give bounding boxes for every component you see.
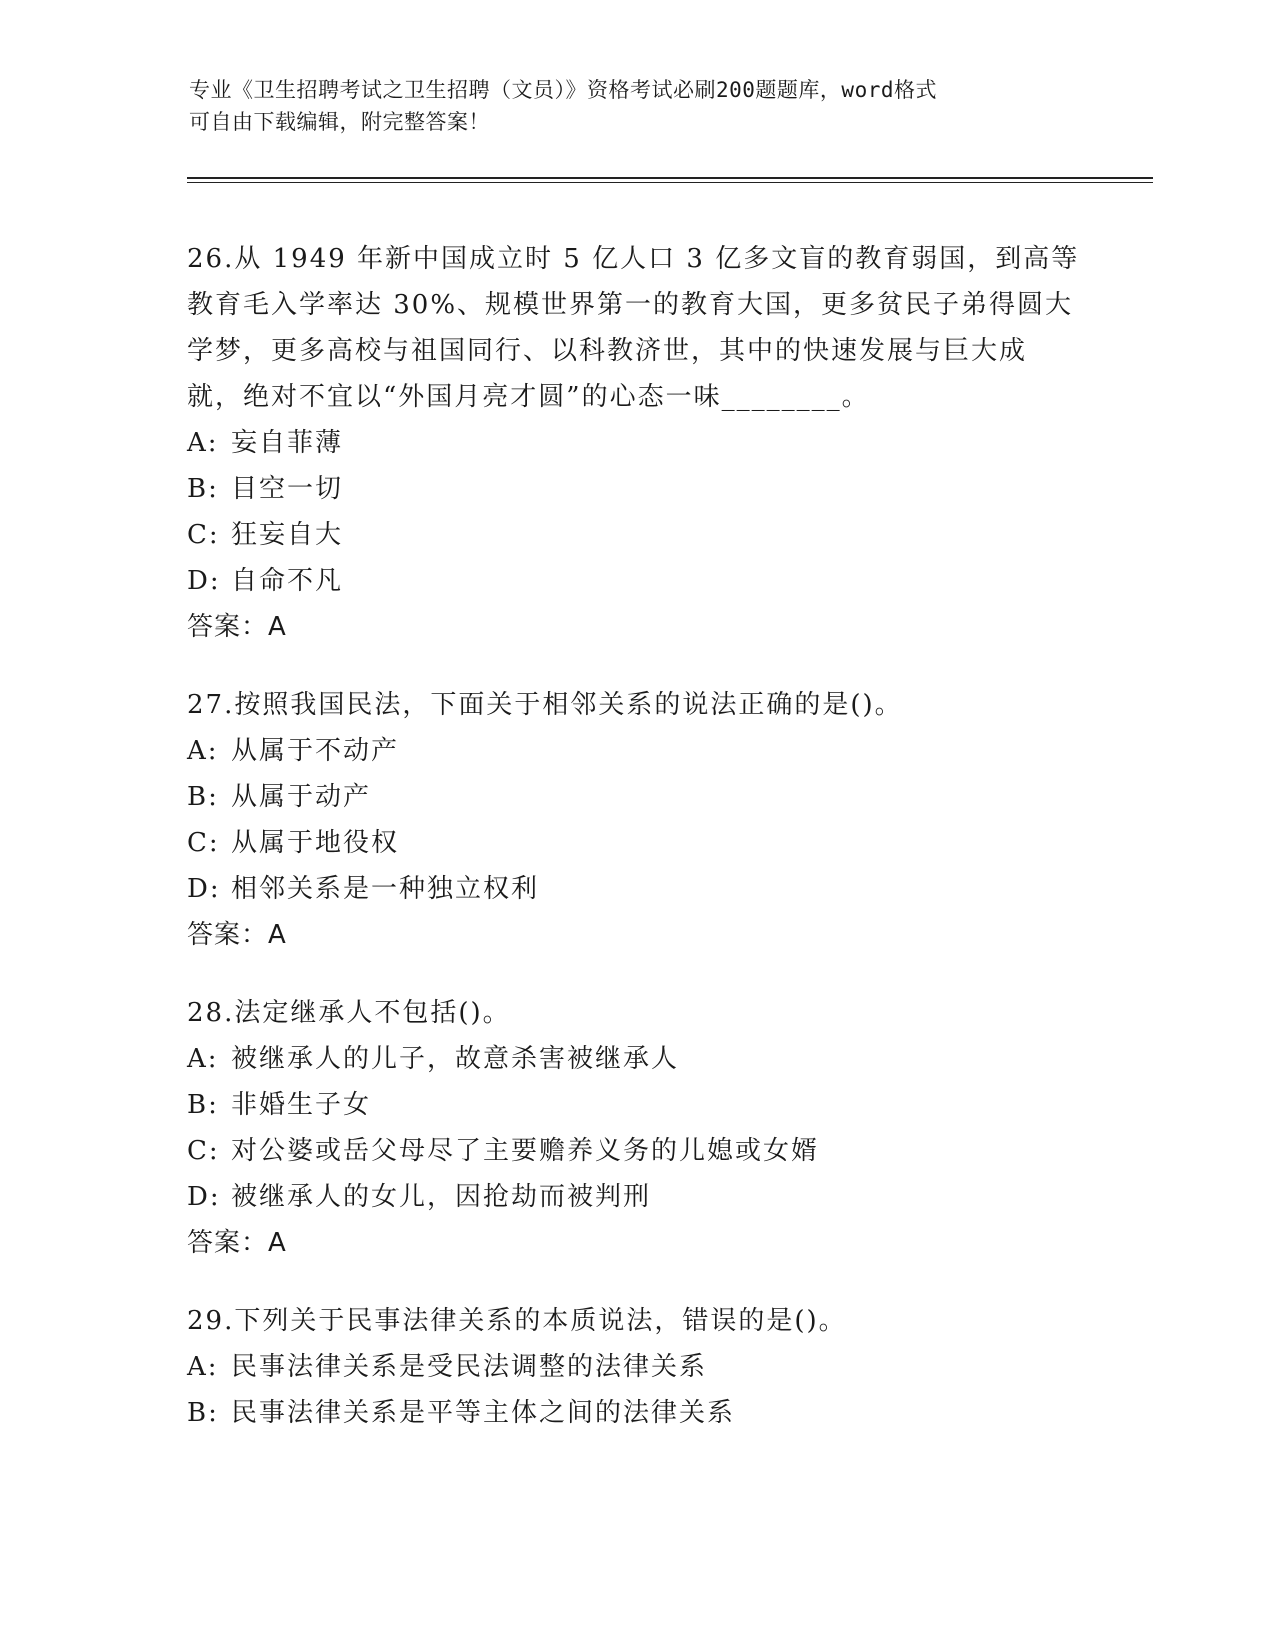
question-stem <box>187 990 1087 1036</box>
option-d <box>187 866 1087 912</box>
answer-line: 答案：A <box>187 612 287 642</box>
option-c <box>187 512 1087 558</box>
option-text: 狂妄自大 <box>231 520 344 550</box>
option-text: 目空一切 <box>231 474 344 504</box>
header-title-line-2: 可自由下载编辑，附完整答案！ <box>189 110 490 134</box>
option-key: C: <box>187 828 220 858</box>
stem-line: 29.下列关于民事法律关系的本质说法，错误的是()。 <box>187 1306 847 1336</box>
option-text: 妄自菲薄 <box>231 428 344 458</box>
option-text: 被继承人的儿子，故意杀害被继承人 <box>231 1044 680 1074</box>
option-c <box>187 820 1087 866</box>
option-key: A: <box>187 428 219 458</box>
option-text: 从属于不动产 <box>231 736 400 766</box>
option-b <box>187 774 1087 820</box>
header-title-line-1: 专业《卫生招聘考试之卫生招聘（文员）》资格考试必刷200题题库，word格式 <box>189 78 937 102</box>
option-text: 从属于动产 <box>231 782 372 812</box>
question-stem <box>187 682 1087 728</box>
option-b <box>187 1082 1087 1128</box>
option-text: 对公婆或岳父母尽了主要赡养义务的儿媳或女婿 <box>231 1136 820 1166</box>
option-text: 非婚生子女 <box>231 1090 372 1120</box>
option-key: B: <box>187 474 219 504</box>
header-divider-thin <box>187 182 1153 183</box>
question-26 <box>187 236 1087 650</box>
stem-line: 27.按照我国民法，下面关于相邻关系的说法正确的是()。 <box>187 690 903 720</box>
question-list <box>187 236 1087 1468</box>
question-27 <box>187 682 1087 958</box>
answer-line: 答案：A <box>187 920 287 950</box>
stem-line: 就，绝对不宜以“外国月亮才圆”的心态一味________。 <box>187 382 870 412</box>
stem-line: 28.法定继承人不包括()。 <box>187 998 511 1028</box>
option-key: D: <box>187 566 221 596</box>
option-d <box>187 1174 1087 1220</box>
question-28 <box>187 990 1087 1266</box>
stem-line: 学梦，更多高校与祖国同行、以科教济世，其中的快速发展与巨大成 <box>187 336 1028 366</box>
header-divider-thick <box>187 177 1153 179</box>
option-b <box>187 466 1087 512</box>
option-key: A: <box>187 1352 219 1382</box>
option-key: B: <box>187 782 219 812</box>
stem-line: 教育毛入学率达 30%、规模世界第一的教育大国，更多贫民子弟得圆大 <box>187 290 1074 320</box>
option-key: D: <box>187 874 221 904</box>
question-stem <box>187 236 1087 420</box>
question-29 <box>187 1298 1087 1436</box>
option-a <box>187 728 1087 774</box>
option-text: 民事法律关系是平等主体之间的法律关系 <box>231 1398 736 1428</box>
answer-line: 答案：A <box>187 1228 287 1258</box>
option-a <box>187 1344 1087 1390</box>
option-a <box>187 420 1087 466</box>
option-key: C: <box>187 520 220 550</box>
option-c <box>187 1128 1087 1174</box>
option-key: A: <box>187 1044 219 1074</box>
option-text: 从属于地役权 <box>231 828 400 858</box>
stem-line: 26.从 1949 年新中国成立时 5 亿人口 3 亿多文盲的教育弱国，到高等 <box>187 244 1080 274</box>
option-a <box>187 1036 1087 1082</box>
option-text: 自命不凡 <box>231 566 344 596</box>
document-header <box>189 74 1089 138</box>
option-key: A: <box>187 736 219 766</box>
option-text: 相邻关系是一种独立权利 <box>231 874 540 904</box>
option-b <box>187 1390 1087 1436</box>
question-stem <box>187 1298 1087 1344</box>
option-text: 被继承人的女儿，因抢劫而被判刑 <box>231 1182 652 1212</box>
option-key: D: <box>187 1182 221 1212</box>
option-key: B: <box>187 1398 219 1428</box>
option-d <box>187 558 1087 604</box>
option-text: 民事法律关系是受民法调整的法律关系 <box>231 1352 708 1382</box>
option-key: B: <box>187 1090 219 1120</box>
option-key: C: <box>187 1136 220 1166</box>
